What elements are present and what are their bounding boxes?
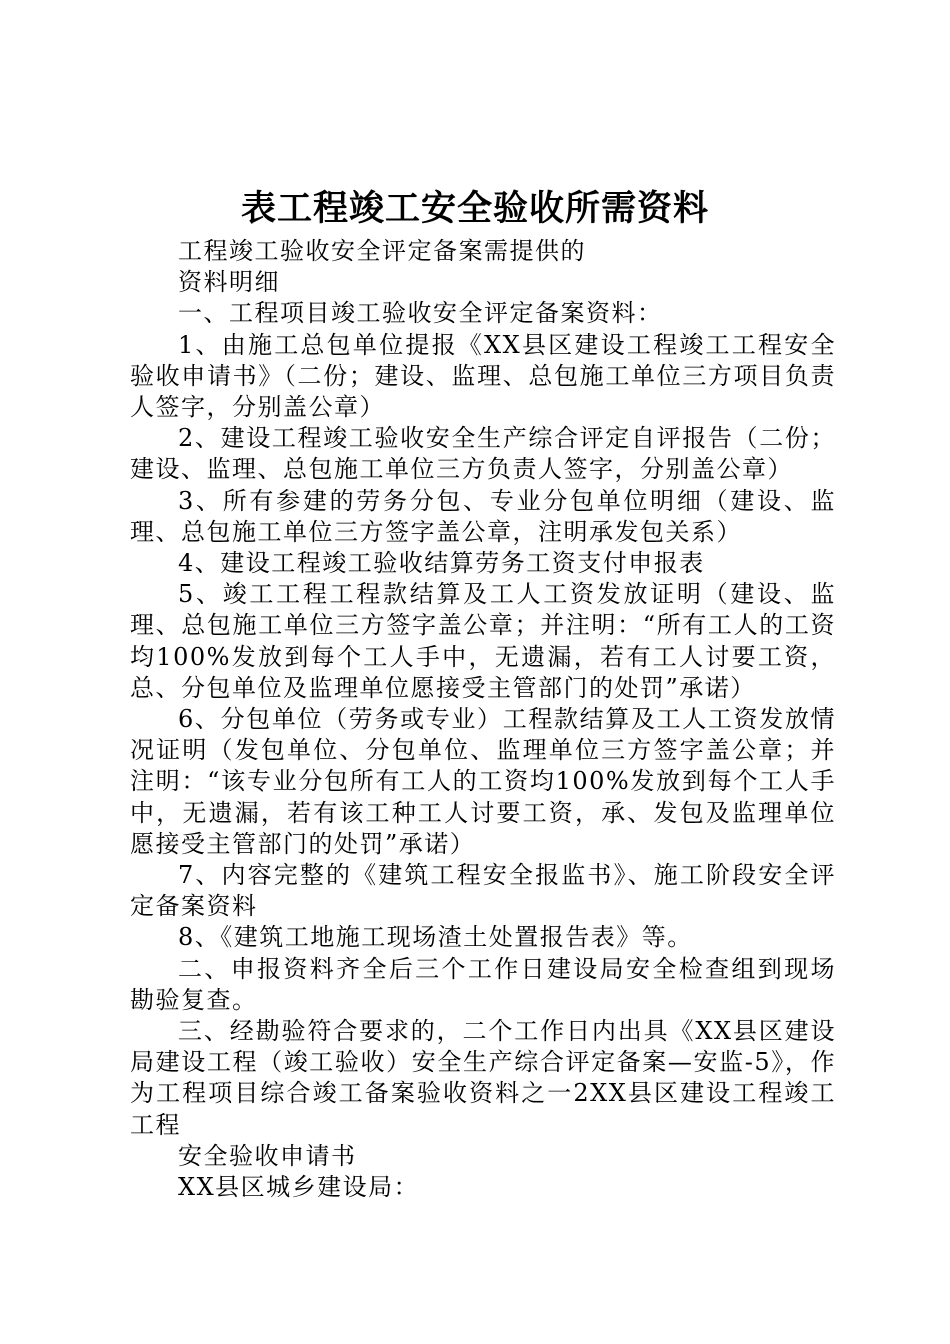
addressee: XX县区城乡建设局： (178, 1173, 420, 1202)
list-item: 6、分包单位（劳务或专业）工程款结算及工人工资发放情况证明（发包单位、分包单位、监理单位三方签字盖公章；并注明：“该专业分包所有工人的工资均100%发放到每个工人手中，无遗漏，若有该工种工人讨要工资，承、发包及监理单位愿接受主管部门的处罚”承诺） (130, 705, 836, 858)
document-title: 表工程竣工安全验收所需资料 (240, 188, 709, 229)
list-item: 3、所有参建的劳务分包、专业分包单位明细（建设、监理、总包施工单位三方签字盖公章，注明承发包关系） (130, 486, 836, 546)
document-body (130, 236, 836, 1203)
list-item: 2、建设工程竣工验收安全生产综合评定自评报告（二份；建设、监理、总包施工单位三方负责人签字，分别盖公章） (130, 424, 836, 484)
paragraph: 工程竣工验收安全评定备案需提供的 (178, 237, 586, 265)
section-heading: 二、申报资料齐全后三个工作日建设局安全检查组到现场勘验复查。 (130, 954, 836, 1014)
list-item: 4、建设工程竣工验收结算劳务工资支付申报表 (178, 549, 705, 578)
paragraph: 资料明细 (178, 268, 280, 297)
section-heading: 一、工程项目竣工验收安全评定备案资料： (178, 299, 663, 328)
section-heading: 三、经勘验符合要求的，二个工作日内出具《XX县区建设局建设工程（竣工验收）安全生产综合评定备案—安监-5》，作为工程项目综合竣工备案验收资料之一2XX县区建设工程竣工工程 (130, 1017, 836, 1139)
list-item: 5、竣工工程工程款结算及工人工资发放证明（建设、监理、总包施工单位三方签字盖公章；并注明：“所有工人的工资均100%发放到每个工人手中，无遗漏，若有工人讨要工资，总、分包单位及监理单位愿接受主管部门的处罚”承诺） (130, 580, 836, 702)
list-item: 7、内容完整的《建筑工程安全报监书》、施工阶段安全评定备案资料 (130, 861, 836, 921)
list-item: 1、由施工总包单位提报《XX县区建设工程竣工工程安全验收申请书》（二份；建设、监理、总包施工单位三方项目负责人签字，分别盖公章） (130, 330, 836, 422)
list-item: 8、《建筑工地施工现场渣土处置报告表》等。 (178, 923, 693, 952)
form-title: 安全验收申请书 (178, 1141, 357, 1170)
